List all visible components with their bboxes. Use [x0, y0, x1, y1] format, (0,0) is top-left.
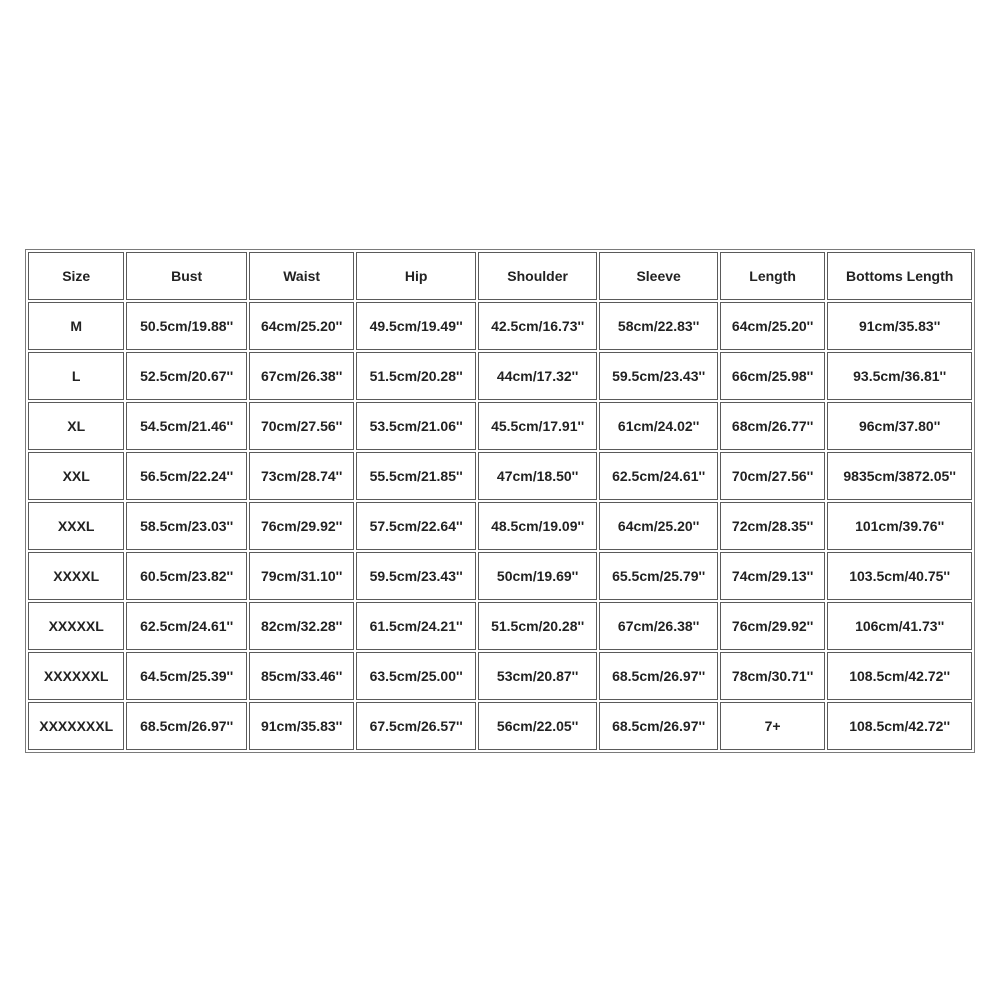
hip-cell: 61.5cm/24.21'' [356, 602, 476, 650]
table-row [28, 352, 972, 400]
header-shoulder: Shoulder [478, 252, 598, 300]
bottoms-length-cell: 9835cm/3872.05'' [827, 452, 972, 500]
bust-cell: 58.5cm/23.03'' [126, 502, 247, 550]
length-cell: 66cm/25.98'' [720, 352, 825, 400]
shoulder-cell: 48.5cm/19.09'' [478, 502, 598, 550]
bottoms-length-cell: 108.5cm/42.72'' [827, 652, 972, 700]
size-cell: XXXXXXL [28, 652, 124, 700]
hip-cell: 59.5cm/23.43'' [356, 552, 476, 600]
sleeve-cell: 61cm/24.02'' [599, 402, 718, 450]
header-bust: Bust [126, 252, 247, 300]
shoulder-cell: 47cm/18.50'' [478, 452, 598, 500]
length-cell: 7+ [720, 702, 825, 750]
waist-cell: 85cm/33.46'' [249, 652, 354, 700]
bottoms-length-cell: 93.5cm/36.81'' [827, 352, 972, 400]
hip-cell: 67.5cm/26.57'' [356, 702, 476, 750]
bottoms-length-cell: 108.5cm/42.72'' [827, 702, 972, 750]
size-cell: XL [28, 402, 124, 450]
size-chart-table [25, 249, 975, 753]
size-cell: XXXXXL [28, 602, 124, 650]
hip-cell: 51.5cm/20.28'' [356, 352, 476, 400]
sleeve-cell: 64cm/25.20'' [599, 502, 718, 550]
header-hip: Hip [356, 252, 476, 300]
bust-cell: 52.5cm/20.67'' [126, 352, 247, 400]
length-cell: 64cm/25.20'' [720, 302, 825, 350]
table-row [28, 602, 972, 650]
waist-cell: 79cm/31.10'' [249, 552, 354, 600]
shoulder-cell: 53cm/20.87'' [478, 652, 598, 700]
waist-cell: 76cm/29.92'' [249, 502, 354, 550]
bust-cell: 60.5cm/23.82'' [126, 552, 247, 600]
table-row [28, 702, 972, 750]
header-bottoms-length: Bottoms Length [827, 252, 972, 300]
table-row [28, 652, 972, 700]
sleeve-cell: 68.5cm/26.97'' [599, 702, 718, 750]
table-row [28, 552, 972, 600]
bottoms-length-cell: 101cm/39.76'' [827, 502, 972, 550]
length-cell: 68cm/26.77'' [720, 402, 825, 450]
table-row [28, 502, 972, 550]
hip-cell: 53.5cm/21.06'' [356, 402, 476, 450]
header-row [28, 252, 972, 300]
size-chart-body [28, 302, 972, 750]
header-size: Size [28, 252, 124, 300]
waist-cell: 91cm/35.83'' [249, 702, 354, 750]
bottoms-length-cell: 91cm/35.83'' [827, 302, 972, 350]
sleeve-cell: 67cm/26.38'' [599, 602, 718, 650]
bust-cell: 54.5cm/21.46'' [126, 402, 247, 450]
hip-cell: 49.5cm/19.49'' [356, 302, 476, 350]
length-cell: 72cm/28.35'' [720, 502, 825, 550]
table-row [28, 302, 972, 350]
bust-cell: 68.5cm/26.97'' [126, 702, 247, 750]
shoulder-cell: 45.5cm/17.91'' [478, 402, 598, 450]
length-cell: 78cm/30.71'' [720, 652, 825, 700]
hip-cell: 57.5cm/22.64'' [356, 502, 476, 550]
bottoms-length-cell: 106cm/41.73'' [827, 602, 972, 650]
size-cell: M [28, 302, 124, 350]
size-cell: XXXXXXXL [28, 702, 124, 750]
size-cell: XXXXL [28, 552, 124, 600]
size-cell: L [28, 352, 124, 400]
table-row [28, 402, 972, 450]
size-cell: XXL [28, 452, 124, 500]
shoulder-cell: 42.5cm/16.73'' [478, 302, 598, 350]
waist-cell: 64cm/25.20'' [249, 302, 354, 350]
shoulder-cell: 56cm/22.05'' [478, 702, 598, 750]
header-length: Length [720, 252, 825, 300]
hip-cell: 55.5cm/21.85'' [356, 452, 476, 500]
waist-cell: 82cm/32.28'' [249, 602, 354, 650]
table-row [28, 452, 972, 500]
sleeve-cell: 59.5cm/23.43'' [599, 352, 718, 400]
waist-cell: 73cm/28.74'' [249, 452, 354, 500]
length-cell: 70cm/27.56'' [720, 452, 825, 500]
hip-cell: 63.5cm/25.00'' [356, 652, 476, 700]
sleeve-cell: 65.5cm/25.79'' [599, 552, 718, 600]
header-sleeve: Sleeve [599, 252, 718, 300]
shoulder-cell: 50cm/19.69'' [478, 552, 598, 600]
waist-cell: 70cm/27.56'' [249, 402, 354, 450]
bottoms-length-cell: 103.5cm/40.75'' [827, 552, 972, 600]
length-cell: 76cm/29.92'' [720, 602, 825, 650]
length-cell: 74cm/29.13'' [720, 552, 825, 600]
header-waist: Waist [249, 252, 354, 300]
sleeve-cell: 58cm/22.83'' [599, 302, 718, 350]
shoulder-cell: 44cm/17.32'' [478, 352, 598, 400]
bust-cell: 56.5cm/22.24'' [126, 452, 247, 500]
waist-cell: 67cm/26.38'' [249, 352, 354, 400]
bust-cell: 64.5cm/25.39'' [126, 652, 247, 700]
shoulder-cell: 51.5cm/20.28'' [478, 602, 598, 650]
sleeve-cell: 68.5cm/26.97'' [599, 652, 718, 700]
bust-cell: 50.5cm/19.88'' [126, 302, 247, 350]
bust-cell: 62.5cm/24.61'' [126, 602, 247, 650]
sleeve-cell: 62.5cm/24.61'' [599, 452, 718, 500]
size-cell: XXXL [28, 502, 124, 550]
bottoms-length-cell: 96cm/37.80'' [827, 402, 972, 450]
